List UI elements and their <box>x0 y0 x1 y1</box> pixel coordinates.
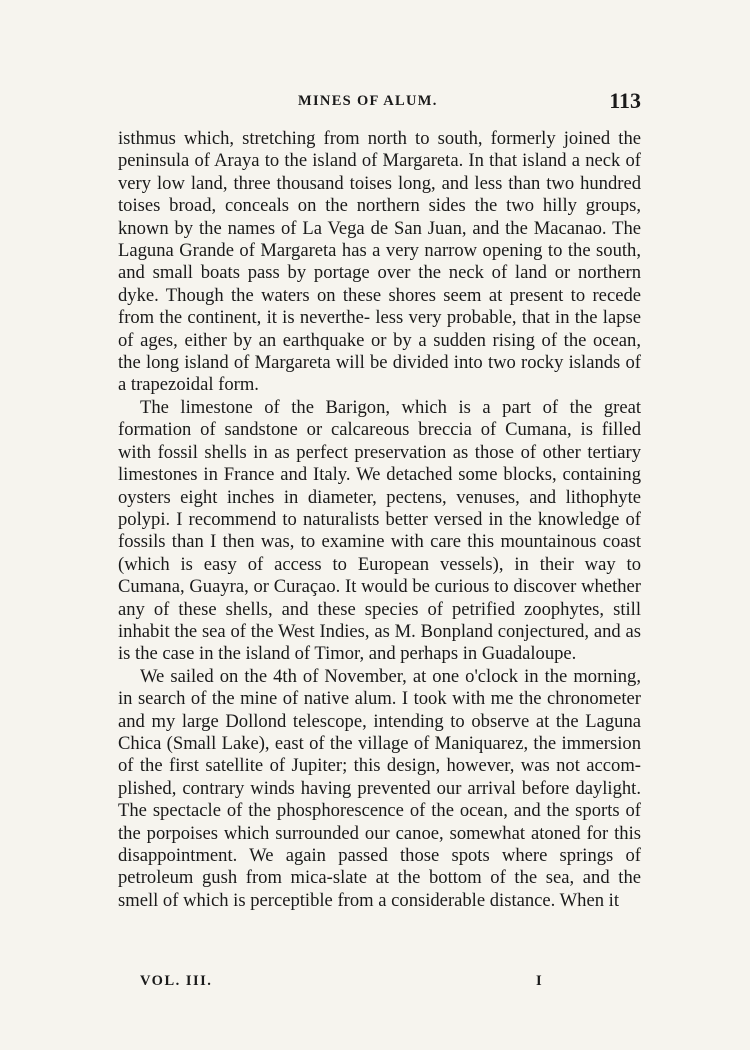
running-head <box>118 88 641 118</box>
page-footer <box>118 973 641 997</box>
volume-signature: VOL. III. <box>140 973 213 989</box>
paragraph-isthmus: isthmus which, stretching from north to south, formerly joined the peninsula of Araya to the island of Margareta. In that island a neck of very low land, three thousand toises long, and less than two hundred toises broad, conceals on the northern sides the two hilly groups, known by the names of La Vega de San Juan, and the Macanao. The Laguna Grande of Margareta has a very narrow opening to the south, and small boats pass by portage over the neck of land or northern dyke. Though the waters on these shores seem at present to recede from the continent, it is neverthe- less very probable, that in the lapse of ages, either by an earthquake or by a sudden rising of the ocean, the long island of Margareta will be divided into two rocky islands of a trapezoidal form. <box>118 128 641 396</box>
body-text <box>118 128 641 912</box>
paragraph-barigon-limestone: The limestone of the Barigon, which is a part of the great formation of sandstone or calcareous breccia of Cumana, is filled with fossil shells in as perfect preservation as those of other tertiary limestones in France and Italy. We detached some blocks, containing oysters eight inches in diameter, pectens, venuses, and lithophyte polypi. I recommend to naturalists better versed in the knowledge of fossils than I then was, to examine with care this mountainous coast (which is easy of access to European vessels), in their way to Cumana, Guayra, or Curaçao. It would be curious to discover whether any of these shells, and these species of petrified zoophytes, still inhabit the sea of the West Indies, as M. Bonpland conjectured, and as is the case in the island of Timor, and perhaps in Guadaloupe. <box>118 396 641 665</box>
paragraph-alum-voyage: We sailed on the 4th of November, at one o'clock in the morning, in search of the mine of native alum. I took with me the chronometer and my large Dollond telescope, intending to observe at the Laguna Chica (Small Lake), east of the village of Maniquarez, the immersion of the first satellite of Jupiter; this design, however, was not accom- plished, contrary winds having prevented our arrival before daylight. The spectacle of the phosphorescence of the ocean, and the sports of the porpoises which surrounded our canoe, somewhat atoned for this disappointment. We again passed those spots where springs of petroleum gush from mica-slate at the bottom of the sea, and the smell of which is perceptible from a considerable distance. When it <box>118 665 641 911</box>
page-number: 113 <box>609 88 641 113</box>
running-title: MINES OF ALUM. <box>298 93 438 109</box>
sheet-signature: I <box>536 973 542 989</box>
